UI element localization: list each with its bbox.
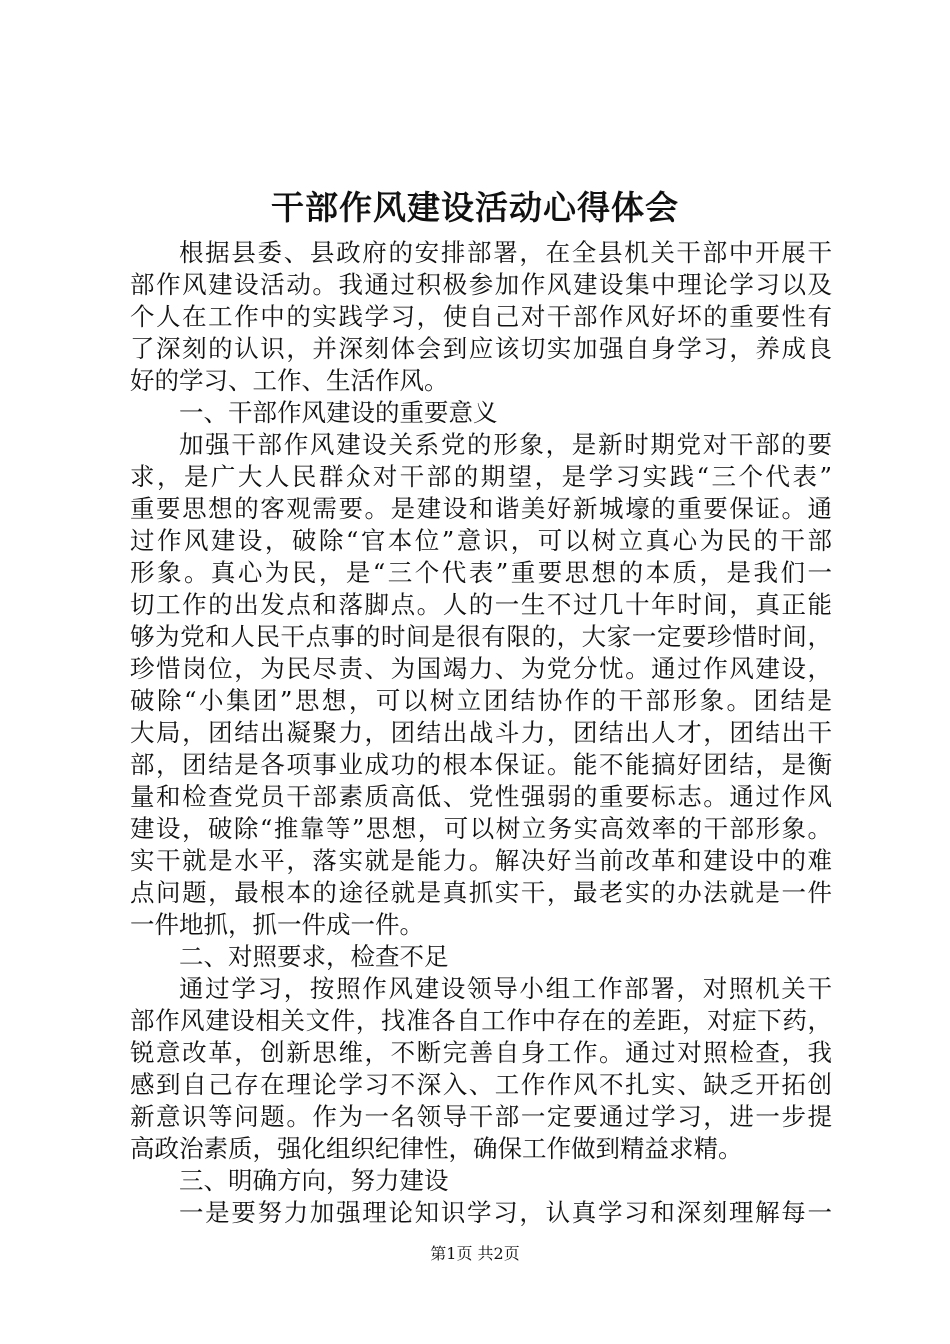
document-body xyxy=(130,237,832,1229)
text-line: 根据县委、县政府的安排部署，在全县机关干部中开展干 xyxy=(179,238,832,267)
text-line: 部作风建设相关文件，找准各自工作中存在的差距，对症下药， xyxy=(130,1006,832,1035)
text-line: 了深刻的认识，并深刻体会到应该切实加强自身学习，养成良 xyxy=(130,334,832,363)
text-line: 加强干部作风建设关系党的形象，是新时期党对干部的要 xyxy=(179,430,832,459)
text-line: 求，是广大人民群众对干部的期望，是学习实践“三个代表” xyxy=(130,462,832,491)
text-line: 二、对照要求，检查不足 xyxy=(179,942,449,971)
text-line: 三、明确方向，努力建设 xyxy=(179,1166,449,1195)
text-line: 大局，团结出凝聚力，团结出战斗力，团结出人才，团结出干 xyxy=(130,718,832,747)
text-line: 高政治素质，强化组织纪律性，确保工作做到精益求精。 xyxy=(130,1134,743,1163)
text-line: 够为党和人民干点事的时间是很有限的，大家一定要珍惜时间， xyxy=(130,622,832,651)
text-line: 锐意改革，创新思维，不断完善自身工作。通过对照检查，我 xyxy=(130,1038,832,1067)
text-line: 建设，破除“推靠等”思想，可以树立务实高效率的干部形象。 xyxy=(130,814,832,843)
text-line: 好的学习、工作、生活作风。 xyxy=(130,366,449,395)
text-line: 量和检查党员干部素质高低、党性强弱的重要标志。通过作风 xyxy=(130,782,832,811)
text-line: 感到自己存在理论学习不深入、工作作风不扎实、缺乏开拓创 xyxy=(130,1070,832,1099)
document-title: 干部作风建设活动心得体会 xyxy=(271,188,679,227)
text-line: 形象。真心为民，是“三个代表”重要思想的本质，是我们一 xyxy=(130,558,832,587)
text-line: 实干就是水平，落实就是能力。解决好当前改革和建设中的难 xyxy=(130,846,832,875)
text-line: 切工作的出发点和落脚点。人的一生不过几十年时间，真正能 xyxy=(130,590,832,619)
text-line: 部，团结是各项事业成功的根本保证。能不能搞好团结，是衡 xyxy=(130,750,832,779)
text-line: 珍惜岗位，为民尽责、为国竭力、为党分忧。通过作风建设， xyxy=(130,654,832,683)
page-footer: 第1页 共2页 xyxy=(430,1244,520,1263)
text-line: 部作风建设活动。我通过积极参加作风建设集中理论学习以及 xyxy=(130,270,832,299)
text-line: 个人在工作中的实践学习，使自己对干部作风好坏的重要性有 xyxy=(130,302,832,331)
text-line: 一是要努力加强理论知识学习，认真学习和深刻理解每一 xyxy=(179,1198,832,1227)
text-line: 通过学习，按照作风建设领导小组工作部署，对照机关干 xyxy=(179,974,832,1003)
text-line: 过作风建设，破除“官本位”意识，可以树立真心为民的干部 xyxy=(130,526,832,555)
text-line: 点问题，最根本的途径就是真抓实干，最老实的办法就是一件 xyxy=(130,878,832,907)
text-line: 一件地抓，抓一件成一件。 xyxy=(130,910,424,939)
text-line: 重要思想的客观需要。是建设和谐美好新城壕的重要保证。通 xyxy=(130,494,832,523)
text-line: 破除“小集团”思想，可以树立团结协作的干部形象。团结是 xyxy=(130,686,832,715)
text-line: 新意识等问题。作为一名领导干部一定要通过学习，进一步提 xyxy=(130,1102,832,1131)
text-line: 一、干部作风建设的重要意义 xyxy=(179,398,498,427)
